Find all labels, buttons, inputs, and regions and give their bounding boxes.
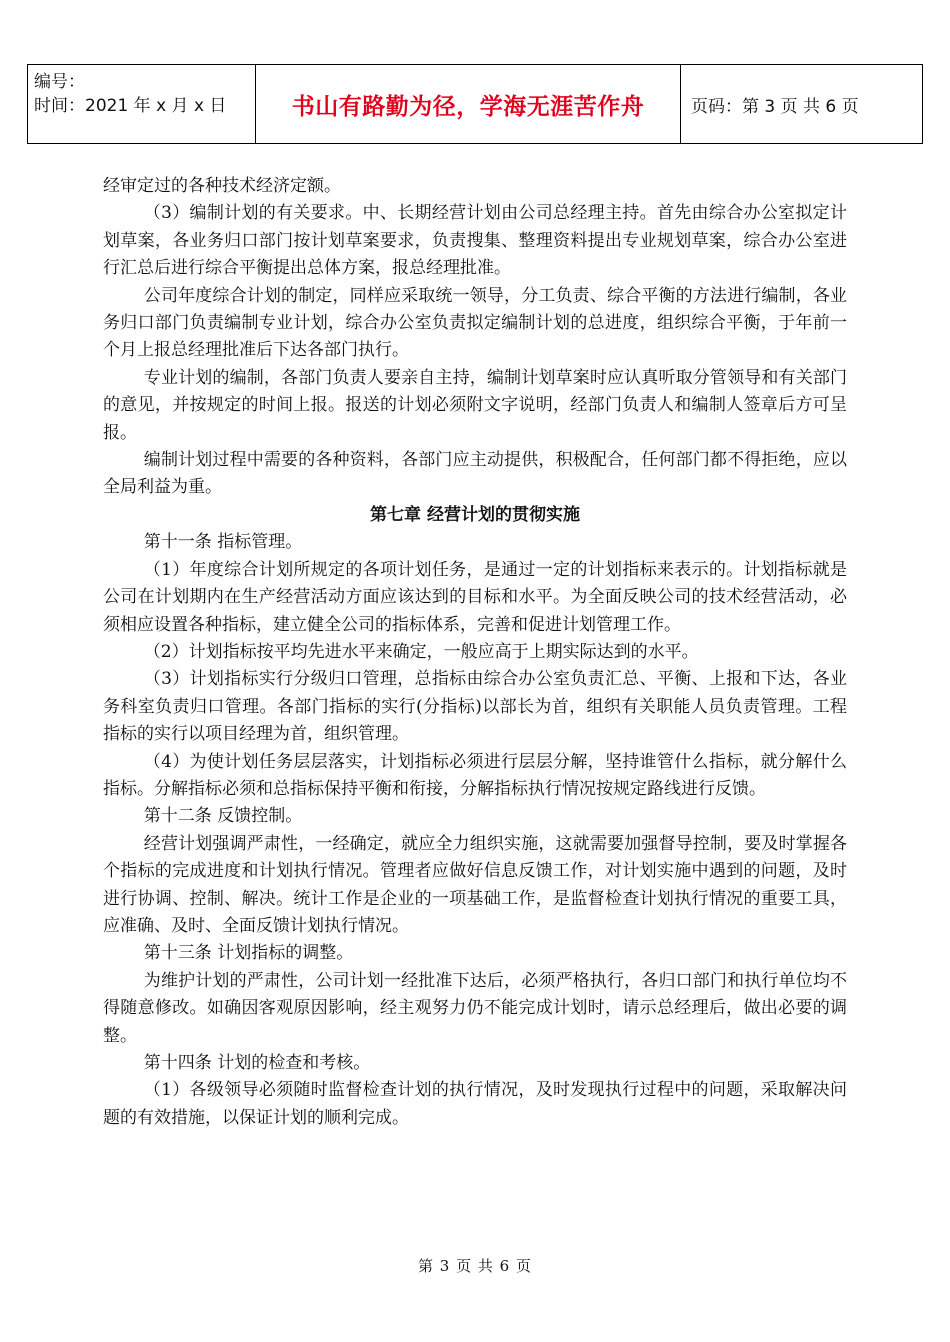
body-paragraph: （2）计划指标按平均先进水平来确定，一般应高于上期实际达到的水平。 <box>143 641 699 662</box>
body-paragraph: 为维护计划的严肃性，公司计划一经批准下达后，必须严格执行，各归口部门和执行单位均不得随意修改。如确因客观原因影响，经主观努力仍不能完成计划时，请示总经理后，做出必要的调整。 <box>103 970 847 1046</box>
body-paragraph: （4）为使计划任务层层落实，计划指标必须进行层层分解，坚持谁管什么指标，就分解什么指标。分解指标必须和总指标保持平衡和衔接，分解指标执行情况按规定路线进行反馈。 <box>103 751 847 799</box>
body-paragraph: （3）计划指标实行分级归口管理，总指标由综合办公室负责汇总、平衡、上报和下达，各业务科室负责归口管理。各部门指标的实行(分指标)以部长为首，组织有关职能人员负责管理。工程指标的实行以项目经理为首，组织管理。 <box>103 669 847 745</box>
body-paragraph: 经审定过的各种技术经济定额。 <box>103 176 341 196</box>
chapter-heading: 第七章 经营计划的贯彻实施 <box>370 504 580 525</box>
body-paragraph: 专业计划的编制，各部门负责人要亲自主持，编制计划草案时应认真听取分管领导和有关部门的意见，并按规定的时间上报。报送的计划必须附文字说明，经部门负责人和编制人签章后方可呈报。 <box>103 367 847 443</box>
document-body <box>103 173 847 1132</box>
header-meta <box>28 65 256 143</box>
body-paragraph: （1）各级领导必须随时监督检查计划的执行情况，及时发现执行过程中的问题，采取解决问题的有效措施，以保证计划的顺利完成。 <box>103 1080 847 1128</box>
document-number-label: 编号： <box>34 72 85 92</box>
body-paragraph: 第十三条 计划指标的调整。 <box>143 943 354 964</box>
body-paragraph: （1）年度综合计划所规定的各项计划任务，是通过一定的计划指标来表示的。计划指标就是公司在计划期内在生产经营活动方面应该达到的目标和水平。为全面反映公司的技术经营活动，必须相应设置各种指标，建立健全公司的指标体系，完善和促进计划管理工作。 <box>103 559 847 635</box>
body-paragraph: 编制计划过程中需要的各种资料，各部门应主动提供，积极配合，任何部门都不得拒绝，应以全局利益为重。 <box>103 450 847 498</box>
body-paragraph: （3）编制计划的有关要求。中、长期经营计划由公司总经理主持。首先由综合办公室拟定计划草案，各业务归口部门按计划草案要求，负责搜集、整理资料提出专业规划草案，综合办公室进行汇总后进行综合平衡提出总体方案，报总经理批准。 <box>103 203 847 279</box>
page-footer: 第 3 页 共 6 页 <box>418 1257 532 1275</box>
header-page-info: 页码：第 3 页 共 6 页 <box>691 96 859 117</box>
body-paragraph: 第十一条 指标管理。 <box>143 532 303 553</box>
body-paragraph: 第十二条 反馈控制。 <box>143 806 303 827</box>
body-paragraph: 公司年度综合计划的制定，同样应采取统一领导，分工负责、综合平衡的方法进行编制，各业务归口部门负责编制专业计划，综合办公室负责拟定编制计划的总进度，组织综合平衡，于年前一个月上报总经理批准后下达各部门执行。 <box>103 285 847 361</box>
document-header <box>27 64 923 144</box>
header-motto: 书山有路勤为径，学海无涯苦作舟 <box>256 65 681 143</box>
document-date: 时间：2021 年 x 月 x 日 <box>34 96 227 116</box>
body-paragraph: 经营计划强调严肃性，一经确定，就应全力组织实施，这就需要加强督导控制，要及时掌握各个指标的完成进度和计划执行情况。管理者应做好信息反馈工作，对计划实施中遇到的问题，及时进行协调、控制、解决。统计工作是企业的一项基础工作，是监督检查计划执行情况的重要工具，应准确、及时、全面反馈计划执行情况。 <box>103 833 847 936</box>
body-paragraph: 第十四条 计划的检查和考核。 <box>143 1053 371 1073</box>
